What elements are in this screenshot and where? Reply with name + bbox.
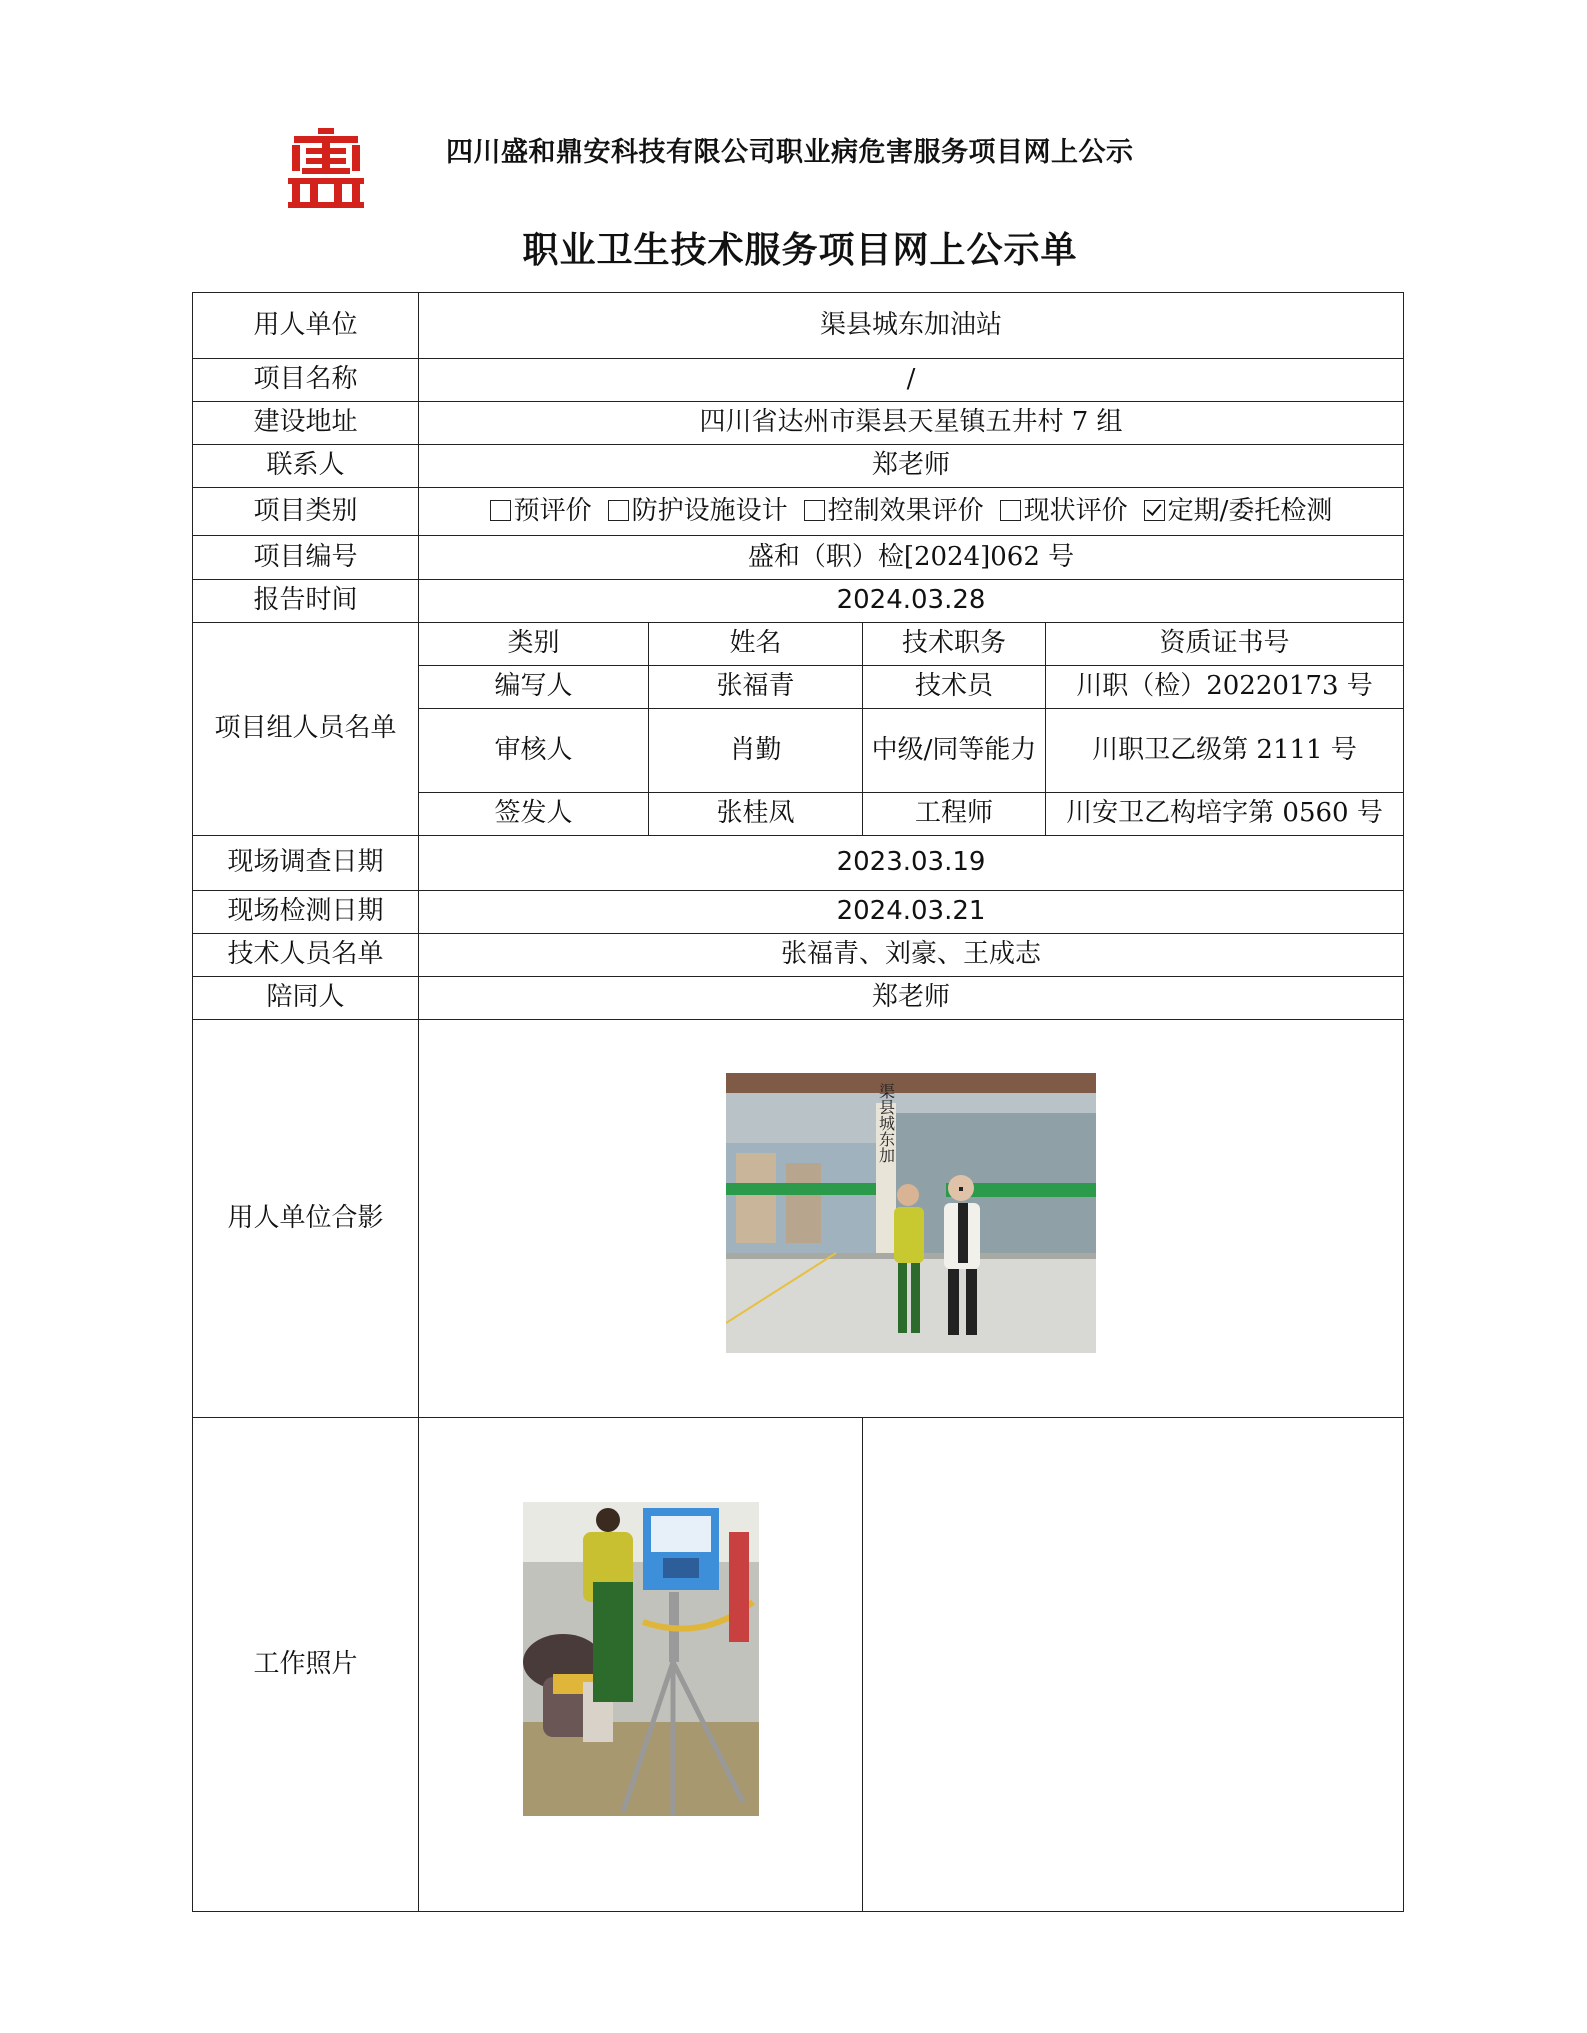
row-group-photo <box>193 1020 1404 1418</box>
category-label: 项目类别 <box>193 488 419 536</box>
testing-date-label: 现场检测日期 <box>193 891 419 934</box>
testing-date-value: 2024.03.21 <box>419 891 1404 934</box>
survey-date-value: 2023.03.19 <box>419 836 1404 891</box>
member-cert: 川职卫乙级第 2111 号 <box>1046 709 1404 793</box>
checkbox[interactable] <box>490 500 511 521</box>
work-photo-cell <box>419 1418 863 1912</box>
work-photo-image <box>523 1502 759 1816</box>
project-no-label: 项目编号 <box>193 536 419 580</box>
member-role: 签发人 <box>419 793 649 836</box>
contact-label: 联系人 <box>193 445 419 488</box>
category-option-status-evaluation[interactable]: 现状评价 <box>1000 493 1128 531</box>
team-header-role: 类别 <box>419 623 649 666</box>
row-employer <box>193 293 1404 359</box>
member-role: 审核人 <box>419 709 649 793</box>
technicians-value: 张福青、刘豪、王成志 <box>419 934 1404 977</box>
work-photo-label: 工作照片 <box>193 1418 419 1912</box>
team-header-row <box>193 623 1404 666</box>
report-time-label: 报告时间 <box>193 580 419 623</box>
row-survey-date <box>193 836 1404 891</box>
group-photo-image <box>726 1073 1096 1353</box>
checkbox[interactable] <box>1000 500 1021 521</box>
member-role: 编写人 <box>419 666 649 709</box>
team-header-title: 技术职务 <box>863 623 1046 666</box>
checkbox-checked[interactable] <box>1144 500 1165 521</box>
work-photo-empty-cell <box>863 1418 1404 1912</box>
category-option-protection-design[interactable]: 防护设施设计 <box>608 493 788 531</box>
team-header-cert: 资质证书号 <box>1046 623 1404 666</box>
address-value: 四川省达州市渠县天星镇五井村 7 组 <box>419 402 1404 445</box>
member-cert: 川职（检）20220173 号 <box>1046 666 1404 709</box>
address-label: 建设地址 <box>193 402 419 445</box>
employer-value: 渠县城东加油站 <box>419 293 1404 359</box>
row-report-time <box>193 580 1404 623</box>
row-testing-date <box>193 891 1404 934</box>
member-title: 工程师 <box>863 793 1046 836</box>
report-time-value: 2024.03.28 <box>419 580 1404 623</box>
technicians-label: 技术人员名单 <box>193 934 419 977</box>
member-name: 肖勤 <box>649 709 863 793</box>
row-category <box>193 488 1404 536</box>
group-photo-cell <box>419 1020 1404 1418</box>
member-name: 张福青 <box>649 666 863 709</box>
checkbox[interactable] <box>608 500 629 521</box>
member-title: 中级/同等能力 <box>863 709 1046 793</box>
row-project-name <box>193 359 1404 402</box>
survey-date-label: 现场调查日期 <box>193 836 419 891</box>
project-no-value: 盛和（职）检[2024]062 号 <box>419 536 1404 580</box>
station-sign-text: 渠县城东加 <box>876 1082 896 1163</box>
row-contact <box>193 445 1404 488</box>
member-cert: 川安卫乙构培字第 0560 号 <box>1046 793 1404 836</box>
document-title: 职业卫生技术服务项目网上公示单 <box>522 229 1078 271</box>
contact-value: 郑老师 <box>419 445 1404 488</box>
disclosure-form-table <box>192 292 1404 1912</box>
org-header: 四川盛和鼎安科技有限公司职业病危害服务项目网上公示 <box>446 137 1134 168</box>
row-project-no <box>193 536 1404 580</box>
escort-label: 陪同人 <box>193 977 419 1020</box>
team-header-name: 姓名 <box>649 623 863 666</box>
row-work-photo <box>193 1418 1404 1912</box>
row-escort <box>193 977 1404 1020</box>
team-label: 项目组人员名单 <box>193 623 419 836</box>
group-photo-label: 用人单位合影 <box>193 1020 419 1418</box>
row-technicians <box>193 934 1404 977</box>
member-name: 张桂凤 <box>649 793 863 836</box>
sheng-seal-logo-icon <box>288 128 364 208</box>
category-options <box>419 488 1404 536</box>
project-name-label: 项目名称 <box>193 359 419 402</box>
category-option-periodic-testing[interactable]: 定期/委托检测 <box>1144 493 1333 531</box>
row-address <box>193 402 1404 445</box>
project-name-value: / <box>419 359 1404 402</box>
checkbox[interactable] <box>804 500 825 521</box>
category-option-control-effect[interactable]: 控制效果评价 <box>804 493 984 531</box>
member-title: 技术员 <box>863 666 1046 709</box>
employer-label: 用人单位 <box>193 293 419 359</box>
escort-value: 郑老师 <box>419 977 1404 1020</box>
category-option-pre-evaluation[interactable]: 预评价 <box>490 493 592 531</box>
